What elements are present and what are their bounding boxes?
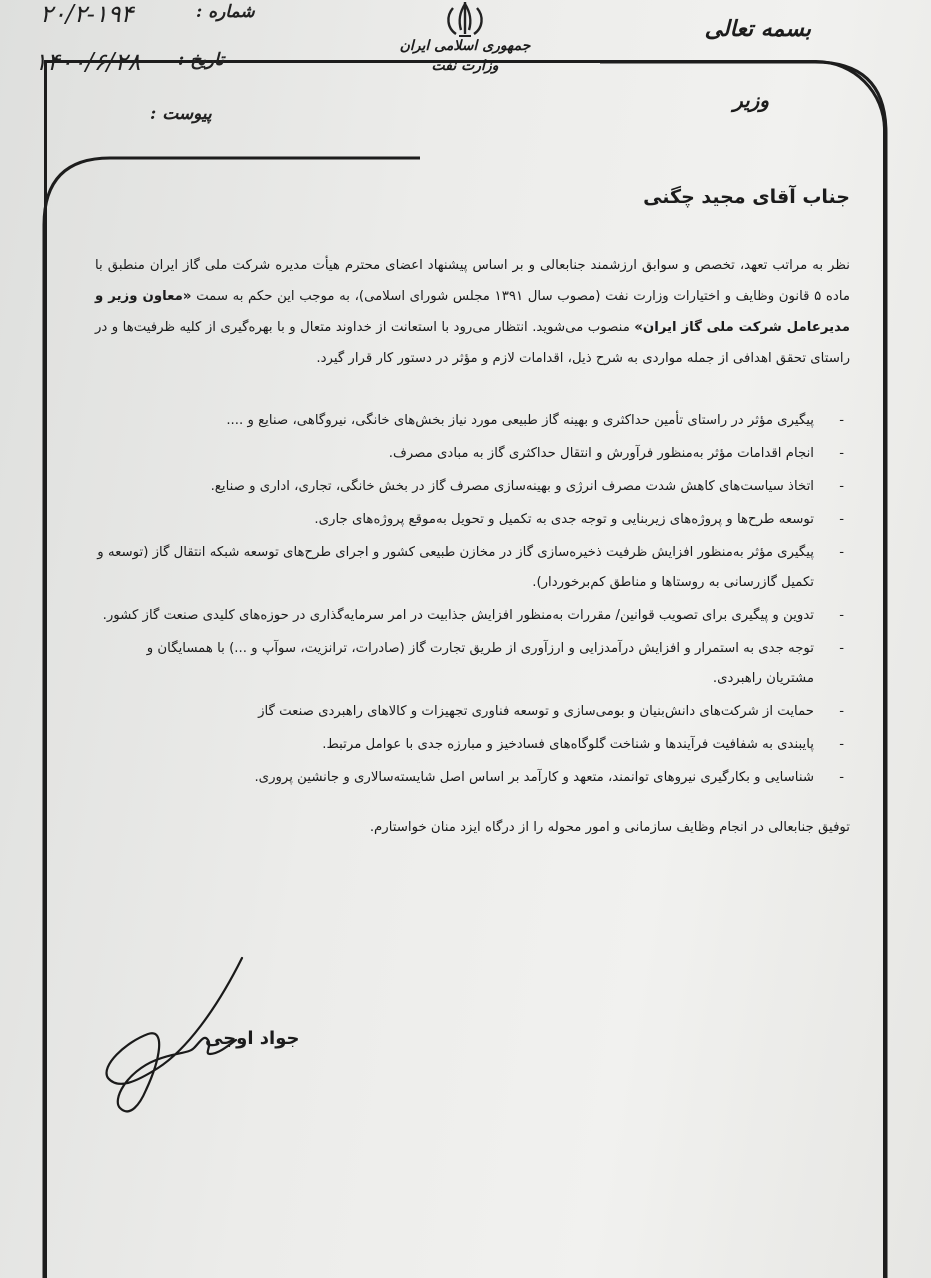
list-item: - پایبندی به شفافیت فرآیندها و شناخت گلوگاه‌های فسادخیز و مبارزه جدی با عوامل مرتبط. <box>95 730 850 760</box>
list-item: - توجه جدی به استمرار و افزایش درآمدزایی و ارزآوری از طریق تجارت گاز (صادرات، ترانزیت، سوآپ و ...) با همسایگان و مشتریان راهبردی. <box>95 634 850 694</box>
list-marker: - <box>839 479 844 494</box>
list-item: - حمایت از شرکت‌های دانش‌بنیان و بومی‌سازی و توسعه فناوری تجهیزات و کالاهای راهبردی صنعت گاز <box>95 697 850 727</box>
number-value: ۲۰/۲-۱۹۴ <box>40 0 134 28</box>
addressee: جناب آقای مجید چگنی <box>643 186 850 208</box>
list-marker: - <box>839 545 844 560</box>
list-item: - پیگیری مؤثر به‌منظور افزایش ظرفیت ذخیره‌سازی گاز در مخازن طبیعی کشور و اجرای طرح‌های توسعه شبکه انتقال گاز (توسعه و تکمیل گازرسانی به روستاها و مناطق کم‌برخوردار). <box>95 538 850 598</box>
closing-sentence: توفیق جنابعالی در انجام وظایف سازمانی و امور محوله را از درگاه ایزد منان خواستارم. <box>369 820 850 835</box>
signer-name: جواد اوجی <box>205 1028 300 1049</box>
objectives-list <box>95 406 850 793</box>
date-value: ۱۴۰۰/۶/۲۸ <box>34 48 141 76</box>
number-label: شماره : <box>196 2 255 22</box>
intro-paragraph <box>95 250 850 374</box>
list-item: - اتخاذ سیاست‌های کاهش شدت مصرف انرژی و بهینه‌سازی مصرف گاز در بخش خانگی، تجاری، اداری و صنایع. <box>95 472 850 502</box>
list-item: - پیگیری مؤثر در راستای تأمین حداکثری و بهینه گاز طبیعی مورد نیاز بخش‌های خانگی، نیروگاهی، صنایع و .... <box>95 406 850 436</box>
ministry-heading <box>390 36 540 76</box>
bismillah-heading: بسمه تعالی <box>704 16 811 42</box>
date-label: تاریخ : <box>178 50 225 70</box>
list-marker: - <box>839 413 844 428</box>
republic-name: جمهوری اسلامی ایران <box>399 38 531 54</box>
ministry-name: وزارت نفت <box>431 58 499 74</box>
list-marker: - <box>839 770 844 785</box>
iran-emblem-icon <box>436 0 494 40</box>
list-item: - انجام اقدامات مؤثر به‌منظور فرآورش و انتقال حداکثری گاز به مبادی مصرف. <box>95 439 850 469</box>
list-marker: - <box>839 512 844 527</box>
list-item: - توسعه طرح‌ها و پروژه‌های زیربنایی و توجه جدی به تکمیل و تحویل به‌موقع پروژه‌های جاری. <box>95 505 850 535</box>
list-marker: - <box>839 446 844 461</box>
letter-body <box>95 186 850 843</box>
minister-label: وزیر <box>733 88 769 112</box>
appointment-title: «معاون وزیر و مدیرعامل شرکت ملی گاز ایران» <box>95 289 850 335</box>
attachment-label: پیوست : <box>150 104 212 124</box>
list-marker: - <box>839 641 844 656</box>
list-item: - شناسایی و بکارگیری نیروهای توانمند، متعهد و کارآمد بر اساس اصل شایسته‌سالاری و جانشین پروری. <box>95 763 850 793</box>
list-marker: - <box>839 737 844 752</box>
list-marker: - <box>839 704 844 719</box>
list-marker: - <box>839 608 844 623</box>
intro-text-2: منصوب می‌شوید. انتظار می‌رود با استعانت از خداوند متعال و با بهره‌گیری از کلیه ظرفیت‌ها و در راستای تحقق اهدافی از جمله مواردی به شرح ذیل، اقدامات لازم و مؤثر در دستور کار قرار گیرد. <box>95 320 850 366</box>
list-item: - تدوین و پیگیری برای تصویب قوانین/ مقررات به‌منظور افزایش جذابیت در امر سرمایه‌گذاری در حوزه‌های کلیدی صنعت گاز کشور. <box>95 601 850 631</box>
intro-text-1: نظر به مراتب تعهد، تخصص و سوابق ارزشمند جنابعالی و بر اساس پیشنهاد اعضای محترم هیأت مدیره شرکت ملی گاز ایران منطبق با ماده ۵ قانون وظایف و اختیارات وزارت نفت (مصوب سال ۱۳۹۱ مجلس شورای اسلامی)، به موجب این حکم به سمت <box>95 258 850 304</box>
